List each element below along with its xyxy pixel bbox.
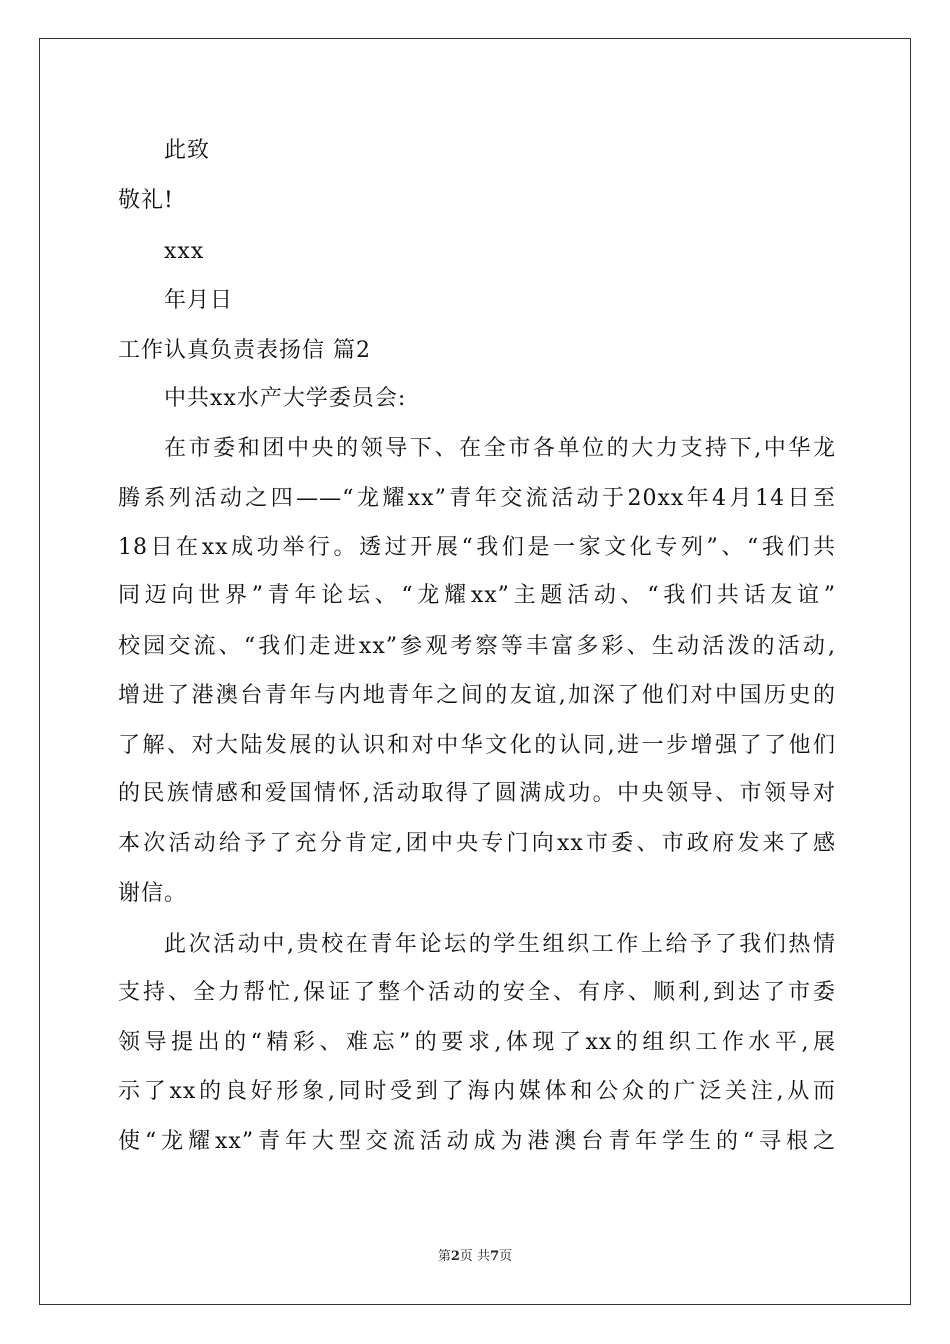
footer-total-pages: 7	[490, 1249, 500, 1264]
recipient: 中共xx水产大学委员会:	[164, 386, 407, 411]
paragraph-line: 本次活动给予了充分肯定,团中央专门向xx市委、市政府发来了感	[118, 831, 836, 856]
footer-prefix: 第	[437, 1249, 451, 1264]
paragraph-line: 使“龙耀xx”青年大型交流活动成为港澳台青年学生的“寻根之	[118, 1129, 836, 1154]
paragraph-line: 的民族情感和爱国情怀,活动取得了圆满成功。中央领导、市领导对	[118, 781, 836, 806]
paragraph-line: 在市委和团中央的领导下、在全市各单位的大力支持下,中华龙	[164, 436, 836, 461]
paragraph-line: 同迈向世界”青年论坛、“龙耀xx”主题活动、“我们共话友谊”	[118, 583, 836, 608]
paragraph-line: 示了xx的良好形象,同时受到了海内媒体和公众的广泛关注,从而	[118, 1079, 836, 1104]
salutation: 此致	[164, 138, 211, 163]
paragraph-line: 支持、全力帮忙,保证了整个活动的安全、有序、顺利,到达了市委	[118, 980, 836, 1005]
page-footer	[0, 1248, 950, 1266]
paragraph-line: 了解、对大陆发展的认识和对中华文化的认同,进一步增强了了他们	[118, 733, 836, 758]
paragraph-line: 腾系列活动之四——“龙耀xx”青年交流活动于20xx年4月14日至	[118, 486, 836, 511]
signature: xxx	[164, 239, 205, 264]
footer-suffix: 页	[499, 1249, 513, 1264]
paragraph-line: 18日在xx成功举行。透过开展“我们是一家文化专列”、“我们共	[118, 535, 836, 560]
section-heading: 工作认真负责表扬信 篇2	[118, 338, 371, 363]
paragraph-line: 增进了港澳台青年与内地青年之间的友谊,加深了他们对中国历史的	[118, 683, 836, 708]
paragraph-line: 校园交流、“我们走进xx”参观考察等丰富多彩、生动活泼的活动,	[118, 634, 836, 659]
paragraph-line: 领导提出的“精彩、难忘”的要求,体现了xx的组织工作水平,展	[118, 1030, 836, 1055]
date: 年月日	[164, 288, 234, 313]
footer-page-number: 2	[450, 1249, 460, 1264]
paragraph-line: 谢信。	[118, 881, 188, 906]
paragraph-line: 此次活动中,贵校在青年论坛的学生组织工作上给予了我们热情	[164, 932, 836, 957]
regards: 敬礼!	[118, 188, 174, 213]
footer-mid: 页 共	[459, 1249, 491, 1264]
page-border	[39, 38, 911, 1305]
